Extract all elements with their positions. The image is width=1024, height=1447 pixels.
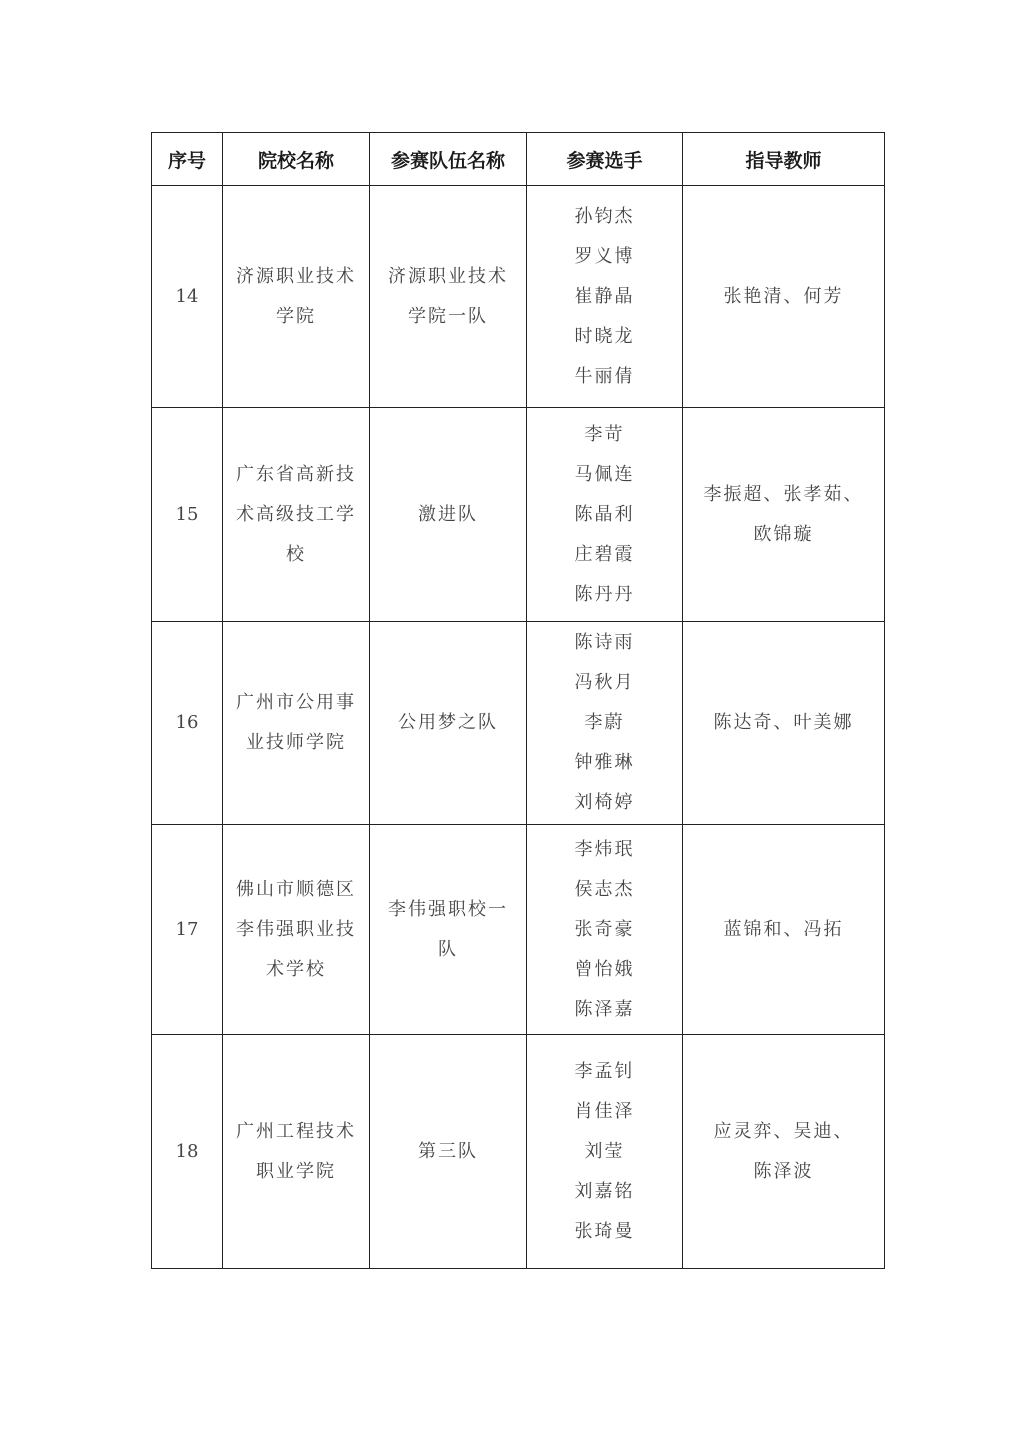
school-name — [223, 1035, 370, 1269]
row-number: 15 — [152, 408, 223, 622]
player-name: 刘椅婷 — [574, 792, 635, 813]
player-name: 张奇豪 — [574, 918, 635, 940]
player-name: 牛丽倩 — [574, 365, 635, 387]
teacher-line: 应灵弈、吴迪、 — [713, 1120, 854, 1142]
row-number: 17 — [152, 825, 223, 1035]
team-name-line: 学院一队 — [408, 305, 488, 327]
player-name: 刘莹 — [584, 1140, 625, 1162]
team-name-line: 李伟强职校一 — [388, 898, 508, 920]
teachers — [683, 1035, 885, 1269]
school-name-line: 李伟强职业技 — [236, 918, 356, 940]
teacher-line: 张艳清、何芳 — [723, 285, 844, 307]
table-row — [152, 622, 885, 825]
team-name-line: 队 — [438, 938, 458, 960]
school-name-line: 济源职业技术 — [236, 265, 356, 287]
team-name — [370, 408, 527, 622]
player-name: 曾怡娥 — [574, 958, 635, 980]
team-name — [370, 825, 527, 1035]
table-row — [152, 1035, 885, 1269]
player-name: 马佩连 — [574, 463, 635, 485]
school-name-line: 广州工程技术 — [236, 1120, 356, 1142]
players — [527, 186, 683, 408]
player-name: 李炜珉 — [574, 838, 635, 860]
school-name-line: 广东省高新技 — [236, 463, 356, 485]
header-teachers: 指导教师 — [683, 133, 885, 186]
player-name: 张琦曼 — [574, 1220, 635, 1242]
teachers — [683, 622, 885, 825]
teachers — [683, 186, 885, 408]
team-name — [370, 1035, 527, 1269]
players — [527, 825, 683, 1035]
table-header-row — [152, 133, 885, 186]
player-name: 陈泽嘉 — [574, 998, 635, 1020]
teacher-line: 陈达奇、叶美娜 — [713, 712, 854, 733]
table-row — [152, 408, 885, 622]
team-name-line: 第三队 — [418, 1140, 478, 1162]
row-number: 18 — [152, 1035, 223, 1269]
teacher-line: 陈泽波 — [753, 1160, 814, 1182]
teachers — [683, 825, 885, 1035]
player-name: 李蔚 — [584, 712, 625, 733]
school-name-line: 佛山市顺德区 — [236, 878, 356, 900]
team-name — [370, 622, 527, 825]
school-name — [223, 408, 370, 622]
school-name-line: 校 — [286, 543, 306, 565]
player-name: 时晓龙 — [574, 325, 635, 347]
school-name-line: 职业学院 — [256, 1160, 336, 1182]
school-name-line: 学院 — [276, 305, 316, 327]
teacher-line: 蓝锦和、冯拓 — [723, 918, 844, 940]
header-team: 参赛队伍名称 — [370, 133, 527, 186]
player-name: 刘嘉铭 — [574, 1180, 635, 1202]
school-name — [223, 825, 370, 1035]
row-number: 16 — [152, 622, 223, 825]
teacher-line: 李振超、张孝茹、 — [703, 483, 864, 505]
player-name: 陈晶利 — [574, 503, 635, 525]
school-name — [223, 186, 370, 408]
player-name: 庄碧霞 — [574, 543, 635, 565]
team-name-line: 济源职业技术 — [388, 265, 508, 287]
player-name: 肖佳泽 — [574, 1100, 635, 1122]
player-name: 孙钧杰 — [574, 205, 635, 227]
header-school: 院校名称 — [223, 133, 370, 186]
player-name: 钟雅琳 — [574, 752, 635, 773]
header-number: 序号 — [152, 133, 223, 186]
school-name-line: 术高级技工学 — [236, 503, 356, 525]
table-row — [152, 186, 885, 408]
header-players: 参赛选手 — [527, 133, 683, 186]
player-name: 李孟钊 — [574, 1060, 635, 1082]
player-name: 冯秋月 — [574, 672, 635, 693]
team-name-line: 公用梦之队 — [398, 712, 498, 733]
player-name: 李苛 — [584, 423, 625, 445]
players — [527, 408, 683, 622]
player-name: 崔静晶 — [574, 285, 635, 307]
player-name: 罗义博 — [574, 245, 635, 267]
roster-table — [151, 132, 885, 1269]
teacher-line: 欧锦璇 — [753, 523, 814, 545]
players — [527, 1035, 683, 1269]
school-name-line: 业技师学院 — [246, 732, 346, 753]
table-row — [152, 825, 885, 1035]
players — [527, 622, 683, 825]
row-number: 14 — [152, 186, 223, 408]
team-name-line: 激进队 — [418, 503, 478, 525]
school-name — [223, 622, 370, 825]
player-name: 侯志杰 — [574, 878, 635, 900]
player-name: 陈丹丹 — [574, 583, 635, 605]
player-name: 陈诗雨 — [574, 632, 635, 653]
school-name-line: 广州市公用事 — [236, 692, 356, 713]
team-name — [370, 186, 527, 408]
school-name-line: 术学校 — [266, 958, 326, 980]
teachers — [683, 408, 885, 622]
